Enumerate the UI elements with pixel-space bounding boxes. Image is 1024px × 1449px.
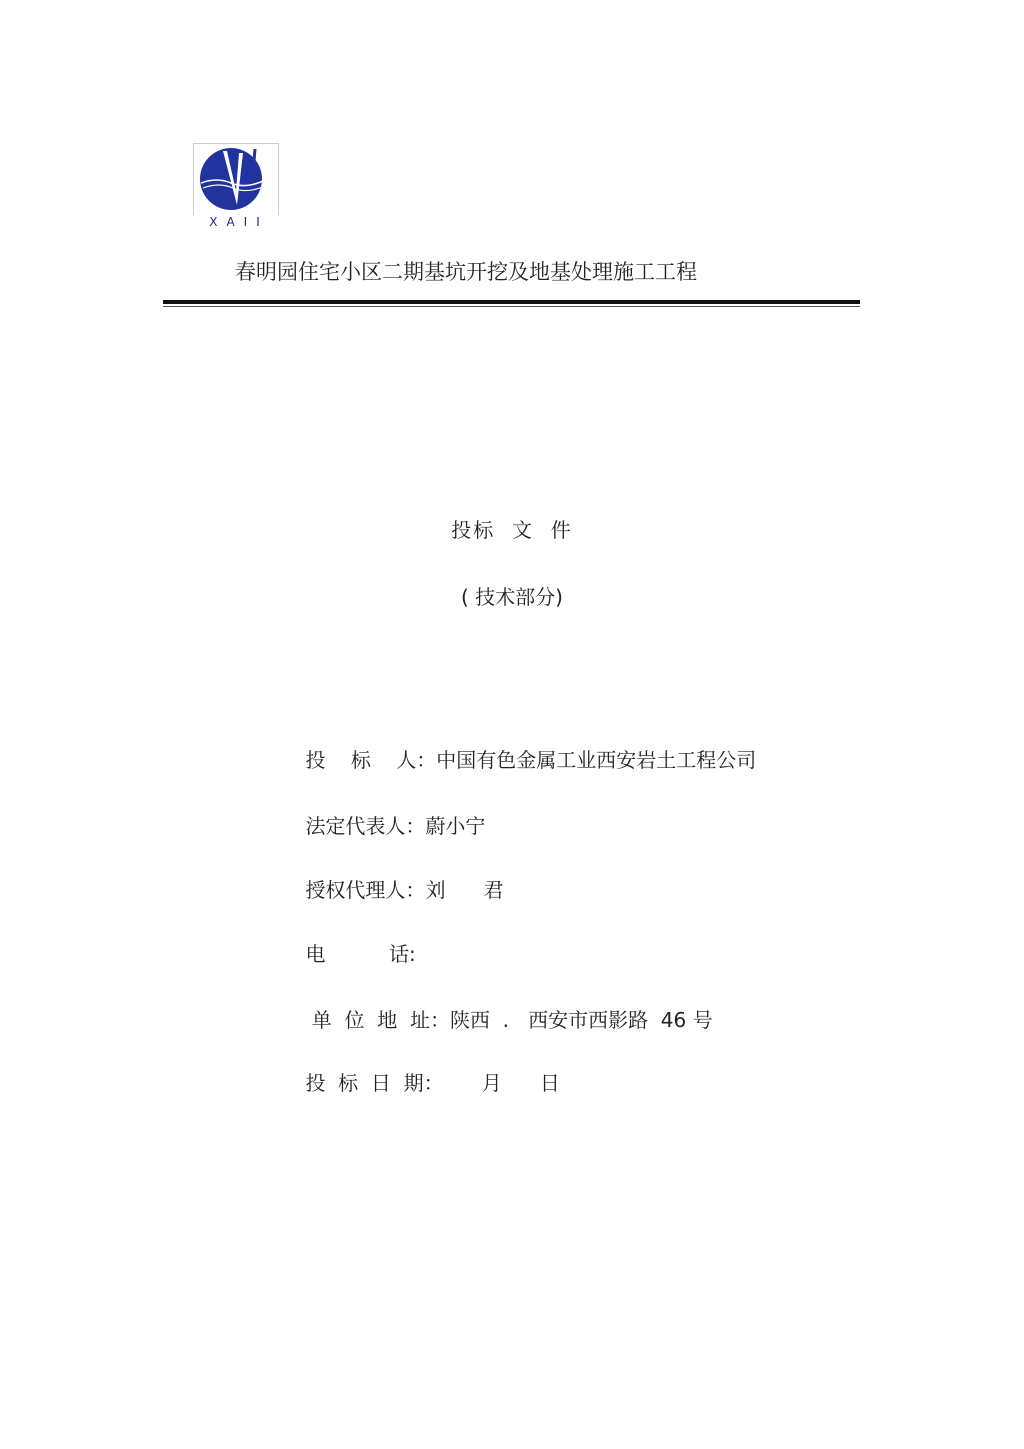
- logo-emblem-icon: [193, 143, 279, 215]
- header-divider-thick: [163, 300, 860, 304]
- document-title: 投标 文 件: [451, 518, 573, 542]
- legal-rep-label: 法定代表人：: [305, 814, 426, 838]
- phone-label: 电 话:: [305, 942, 416, 966]
- legal-rep-value: 蔚小宁: [425, 814, 486, 838]
- project-title: 春明园住宅小区二期基坑开挖及地基处理施工工程: [235, 260, 697, 284]
- company-logo: [193, 143, 279, 231]
- agent-value: 刘 君: [425, 878, 504, 902]
- logo-text: XAII: [209, 215, 269, 229]
- bid-date-label: 投 标 日 期：: [305, 1071, 444, 1095]
- bidder-label: 投 标 人：: [305, 748, 437, 772]
- bidder-value: 中国有色金属工业西安岩土工程公司: [436, 748, 757, 772]
- address-value: 陕西 . 西安市西影路 46 号: [449, 1008, 713, 1032]
- agent-label: 授权代理人：: [305, 878, 426, 902]
- address-label: 单 位 地 址：: [305, 1008, 450, 1032]
- header-divider-thin: [163, 306, 860, 308]
- bid-date-row: [280, 1043, 560, 1120]
- document-subtitle: ( 技术部分): [461, 585, 563, 609]
- bid-date-value: 月 日: [443, 1071, 560, 1095]
